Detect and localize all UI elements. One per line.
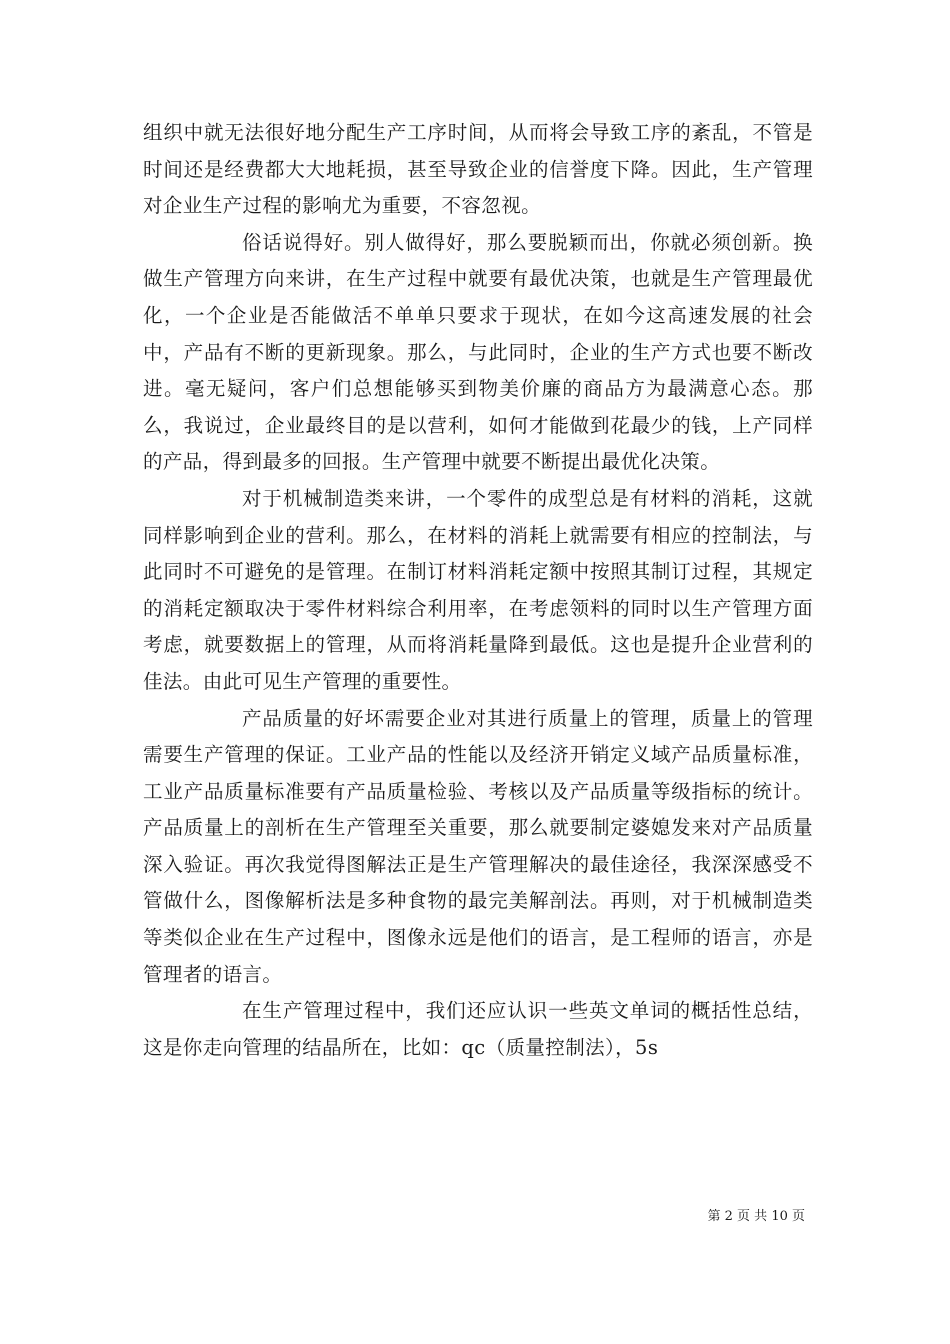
paragraph-product-quality: 产品质量的好坏需要企业对其进行质量上的管理，质量上的管理需要生产管理的保证。工业产品的性能以及经济开销定义域产品质量标准，工业产品质量标准要有产品质量检验、考核以及产品质量等级指标的统计。产品质量上的剖析在生产管理至关重要，那么就要制定婆媳发来对产品质量深入验证。再次我觉得图解法正是生产管理解决的最佳途径，我深深感受不管做什么，图像解析法是多种食物的最完美解剖法。再则，对于机械制造类等类似企业在生产过程中，图像永远是他们的语言，是工程师的语言，亦是管理者的语言。 xyxy=(143,706,813,986)
body-text xyxy=(143,115,813,1066)
page-number-footer: 第 2 页 共 10 页 xyxy=(707,1209,805,1224)
paragraph-material-consumption: 对于机械制造类来讲，一个零件的成型总是有材料的消耗，这就同样影响到企业的营利。那么，在材料的消耗上就需要有相应的控制法，与此同时不可避免的是管理。在制订材料消耗定额中按照其制订过程，其规定的消耗定额取决于零件材料综合利用率，在考虑领料的同时以生产管理方面考虑，就要数据上的管理，从而将消耗量降到最低。这也是提升企业营利的佳法。由此可见生产管理的重要性。 xyxy=(143,486,813,693)
paragraph-innovation: 俗话说得好。别人做得好，那么要脱颖而出，你就必须创新。换做生产管理方向来讲，在生产过程中就要有最优决策，也就是生产管理最优化，一个企业是否能做活不单单只要求于现状，在如今这高速发展的社会中，产品有不断的更新现象。那么，与此同时，企业的生产方式也要不断改进。毫无疑问，客户们总想能够买到物美价廉的商品方为最满意心态。那么，我说过，企业最终目的是以营利，如何才能做到花最少的钱，上产同样的产品，得到最多的回报。生产管理中就要不断提出最优化决策。 xyxy=(143,230,813,474)
paragraph-continuation: 组织中就无法很好地分配生产工序时间，从而将会导致工序的紊乱，不管是时间还是经费都大大地耗损，甚至导致企业的信誉度下降。因此，生产管理对企业生产过程的影响尤为重要，不容忽视。 xyxy=(143,121,813,218)
paragraph-english-terms: 在生产管理过程中，我们还应认识一些英文单词的概括性总结，这是你走向管理的结晶所在，比如：qc（质量控制法），5s xyxy=(143,999,813,1059)
